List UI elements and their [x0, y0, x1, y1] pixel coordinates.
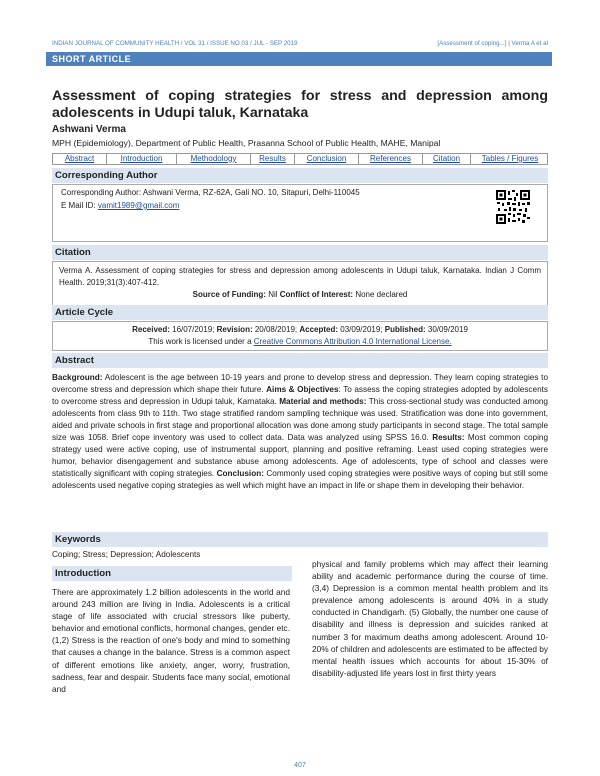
introduction-col1: There are approximately 1.2 billion adolescents in the world and around 243 million are living in India. Adolescents is a critical stage of life associated with crucial stressors like puberty, behavior and emotional conflicts, hormonal changes, gender etc. (1,2) Stress is the reaction of one's body and mind to something that causes a change in the balance. Stress is a common aspect of different emotions like anxiety, anger, worry, frustration, sadness, fear and despair. Students face many social, emotional and: [52, 587, 290, 694]
license-prefix: This work is licensed under a: [148, 337, 254, 346]
license-link[interactable]: Creative Commons Attribution 4.0 International License.: [253, 337, 452, 346]
abstract-conclusion-label: Conclusion:: [216, 469, 264, 478]
abstract-methods-text: This cross-sectional study was conducted among adolescents from class 9th to 11th. Two stage stratified random sampling technique was used. Stratification was done into government, aided and private schools in first stage and proportional allocation was done among study participants in second stage. The total sample size was 1058. Brief cope inventory was used to collect data. Data was analyzed using SPSS 16.0.: [52, 397, 548, 442]
conflict-value: None declared: [353, 290, 408, 299]
abstract-results-text: Most common coping strategy used were active coping, use of instrumental support, planning and positive reframing. Least used coping strategies were humor, behavior disengagement and substance abuse among adolescents. Age of adolescents, type of school and classes were statistically significant with coping strategies.: [52, 433, 549, 478]
revision-date: 20/08/2019;: [252, 325, 300, 334]
corresponding-address: Corresponding Author: Ashwani Verma, RZ-62A, Gali NO. 10, Sitapuri, Delhi-110045: [61, 188, 360, 197]
received-date: 16/07/2019;: [169, 325, 217, 334]
email-label: E Mail ID:: [61, 201, 98, 210]
funding-label: Source of Funding:: [192, 290, 266, 299]
citation-heading: Citation: [52, 245, 548, 260]
keywords-heading: Keywords: [52, 532, 548, 547]
abstract-body: [52, 372, 548, 492]
email-link[interactable]: vamit1989@gmail.com: [97, 201, 180, 210]
nav-link-methodology[interactable]: Methodology: [177, 154, 251, 164]
conflict-label: Conflict of Interest:: [279, 290, 354, 299]
nav-link-citation[interactable]: Citation: [423, 154, 471, 164]
author-name: Ashwani Verma: [52, 124, 126, 135]
article-dates: [59, 324, 541, 336]
author-affiliation: MPH (Epidemiology), Department of Public Health, Prasanna School of Public Health, MAHE, Manipal: [52, 138, 441, 148]
nav-link-introduction[interactable]: Introduction: [107, 154, 177, 164]
corresponding-author-heading: Corresponding Author: [52, 168, 548, 183]
nav-link-conclusion[interactable]: Conclusion: [295, 154, 359, 164]
abstract-results-label: Results:: [432, 433, 465, 442]
license-line: [59, 336, 541, 348]
accepted-label: Accepted:: [299, 325, 339, 334]
qr-code-icon: [495, 189, 531, 225]
abstract-background-label: Background:: [52, 373, 103, 382]
citation-text: Verma A. Assessment of coping strategies for stress and depression among adolescents in Udupi taluk, Karnataka. Indian J Comm Health. 2019;31(3):407-412.: [59, 266, 541, 287]
nav-link-results[interactable]: Results: [251, 154, 295, 164]
abstract-methods-label: Material and methods:: [279, 397, 367, 406]
published-date: 30/09/2019: [425, 325, 468, 334]
revision-label: Revision:: [216, 325, 253, 334]
running-header: [52, 40, 548, 47]
abstract-heading: Abstract: [52, 353, 548, 368]
introduction-heading: Introduction: [52, 566, 292, 581]
funding-line: [59, 289, 541, 301]
article-type-banner: SHORT ARTICLE: [46, 52, 552, 66]
abstract-aims-label: Aims & Objectives: [266, 385, 339, 394]
abstract-background-text: Adolescent is the age between 10-19 years and prone to develop stress and depression. They learn coping strategies to overcome stress and depression which shape their future.: [52, 373, 548, 394]
keywords-text: Coping; Stress; Depression; Adolescents: [52, 550, 201, 559]
accepted-date: 03/09/2019;: [338, 325, 385, 334]
running-header-article: [Assessment of coping...] | Verma A et al: [437, 40, 548, 47]
corresponding-email-line: [61, 201, 179, 210]
running-header-journal: INDIAN JOURNAL OF COMMUNITY HEALTH / VOL 31 / ISSUE NO 03 / JUL - SEP 2019: [52, 40, 298, 47]
nav-link-references[interactable]: References: [359, 154, 423, 164]
introduction-col2: physical and family problems which may affect their learning ability and academic performance during the course of time. (3,4) Depression is a common mental health problem and its prevalence among adolescents is around 40% in a study conducted in Chandigarh. (5) Globally, the number one cause of disability and illness is depression and suicides ranked at number 3 for maximum deaths among adolescent. Around 10-20% of children and adolescents are estimated to be affected by mental health issues which accounts for about 15-30% of disability-adjusted life years lost in first thirty years: [312, 559, 548, 678]
abstract-conclusion-text: Commonly used coping strategies were positive ways of coping but still some adolescents used negative coping strategies as well which might have an impact in life or shape them in developing their behavior.: [52, 469, 548, 490]
citation-box: [52, 261, 548, 306]
abstract-aims-text: : To assess the coping strategies adopted by adolescents to overcome stress and depression in Udupi taluk, Karnataka.: [52, 385, 548, 406]
corresponding-author-box: [52, 184, 548, 242]
received-label: Received:: [132, 325, 170, 334]
section-nav: [52, 153, 548, 165]
nav-link-abstract[interactable]: Abstract: [53, 154, 107, 164]
nav-link-tables-figures[interactable]: Tables / Figures: [481, 154, 539, 163]
page-number: 407: [294, 762, 306, 769]
article-cycle-box: [52, 321, 548, 351]
article-title: Assessment of coping strategies for stress and depression among adolescents in Udupi taluk, Karnataka: [52, 88, 548, 121]
article-cycle-heading: Article Cycle: [52, 305, 548, 320]
published-label: Published:: [384, 325, 426, 334]
funding-value: Nil: [265, 290, 280, 299]
